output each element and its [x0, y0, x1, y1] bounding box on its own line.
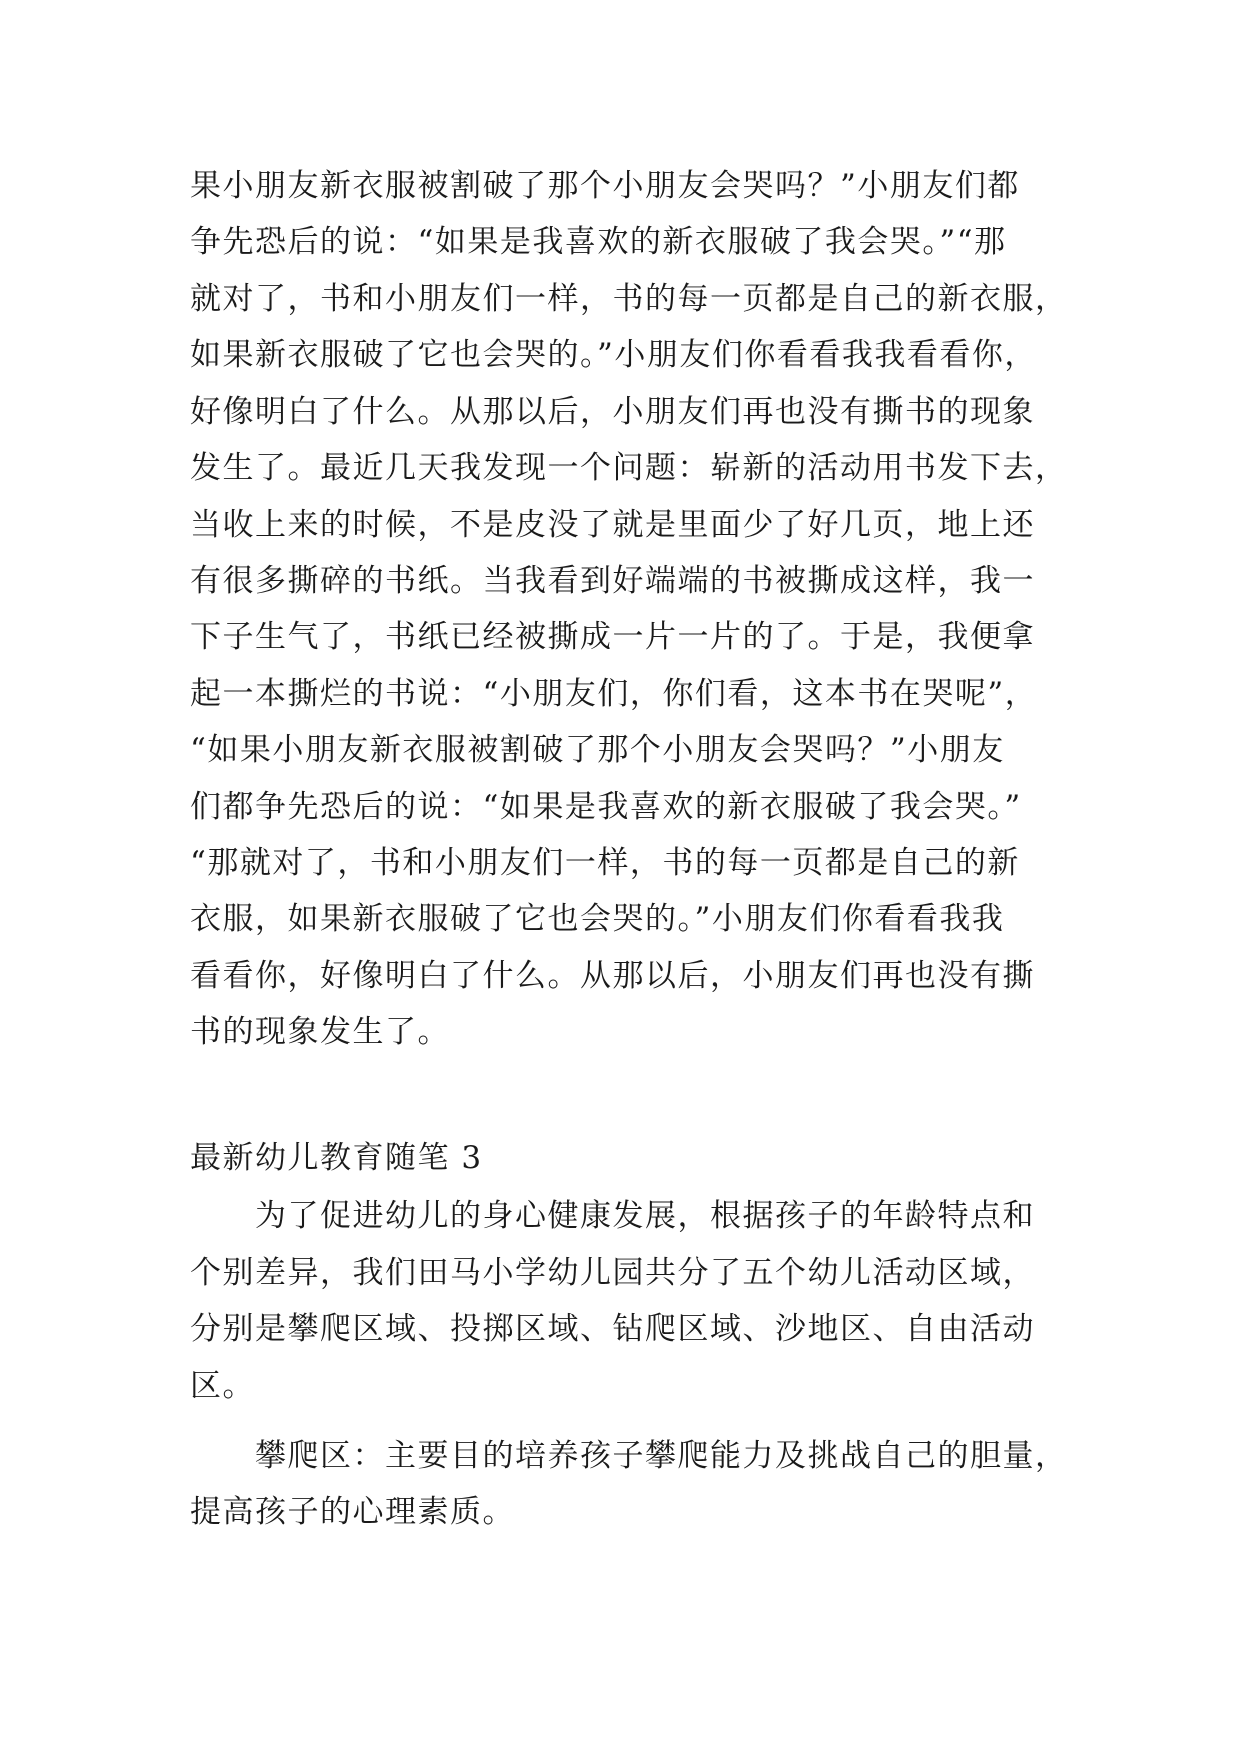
body-text-line: “如果小朋友新衣服被割破了那个小朋友会哭吗？”小朋友 [190, 732, 1005, 768]
body-text-line: 争先恐后的说：“如果是我喜欢的新衣服破了我会哭。”“那 [190, 224, 1007, 260]
paragraph-line: 区。 [190, 1368, 255, 1404]
body-text-line: 如果新衣服破了它也会哭的。”小朋友们你看看我我看看你， [190, 337, 1037, 373]
body-text-line: 果小朋友新衣服被割破了那个小朋友会哭吗？”小朋友们都 [190, 168, 1020, 204]
paragraph-line: 分别是攀爬区域、投掷区域、钻爬区域、沙地区、自由活动 [190, 1311, 1035, 1347]
body-text-line: 看看你，好像明白了什么。从那以后，小朋友们再也没有撕 [190, 958, 1035, 994]
body-text-line: 衣服，如果新衣服破了它也会哭的。”小朋友们你看看我我 [190, 901, 1005, 937]
section-heading: 最新幼儿教育随笔 3 [190, 1140, 483, 1176]
paragraph-line: 个别差异，我们田马小学幼儿园共分了五个幼儿活动区域， [190, 1255, 1035, 1291]
paragraph-line: 为了促进幼儿的身心健康发展，根据孩子的年龄特点和 [255, 1198, 1035, 1234]
body-text-line: 起一本撕烂的书说：“小朋友们，你们看，这本书在哭呢”， [190, 676, 1038, 712]
body-text-line: 下子生气了，书纸已经被撕成一片一片的了。于是，我便拿 [190, 619, 1035, 655]
body-text-line: 当收上来的时候，不是皮没了就是里面少了好几页，地上还 [190, 507, 1035, 543]
body-text-line: 有很多撕碎的书纸。当我看到好端端的书被撕成这样，我一 [190, 563, 1035, 599]
body-text-line: 书的现象发生了。 [190, 1014, 450, 1050]
body-text-line: 们都争先恐后的说：“如果是我喜欢的新衣服破了我会哭。” [190, 789, 1022, 825]
paragraph-line: 攀爬区：主要目的培养孩子攀爬能力及挑战自己的胆量， [255, 1438, 1068, 1474]
body-text-line: 好像明白了什么。从那以后，小朋友们再也没有撕书的现象 [190, 394, 1035, 430]
paragraph-line: 提高孩子的心理素质。 [190, 1494, 515, 1530]
body-text-line: 就对了，书和小朋友们一样，书的每一页都是自己的新衣服， [190, 281, 1068, 317]
body-text-line: “那就对了，书和小朋友们一样，书的每一页都是自己的新 [190, 845, 1020, 881]
body-text-line: 发生了。最近几天我发现一个问题：崭新的活动用书发下去， [190, 450, 1068, 486]
